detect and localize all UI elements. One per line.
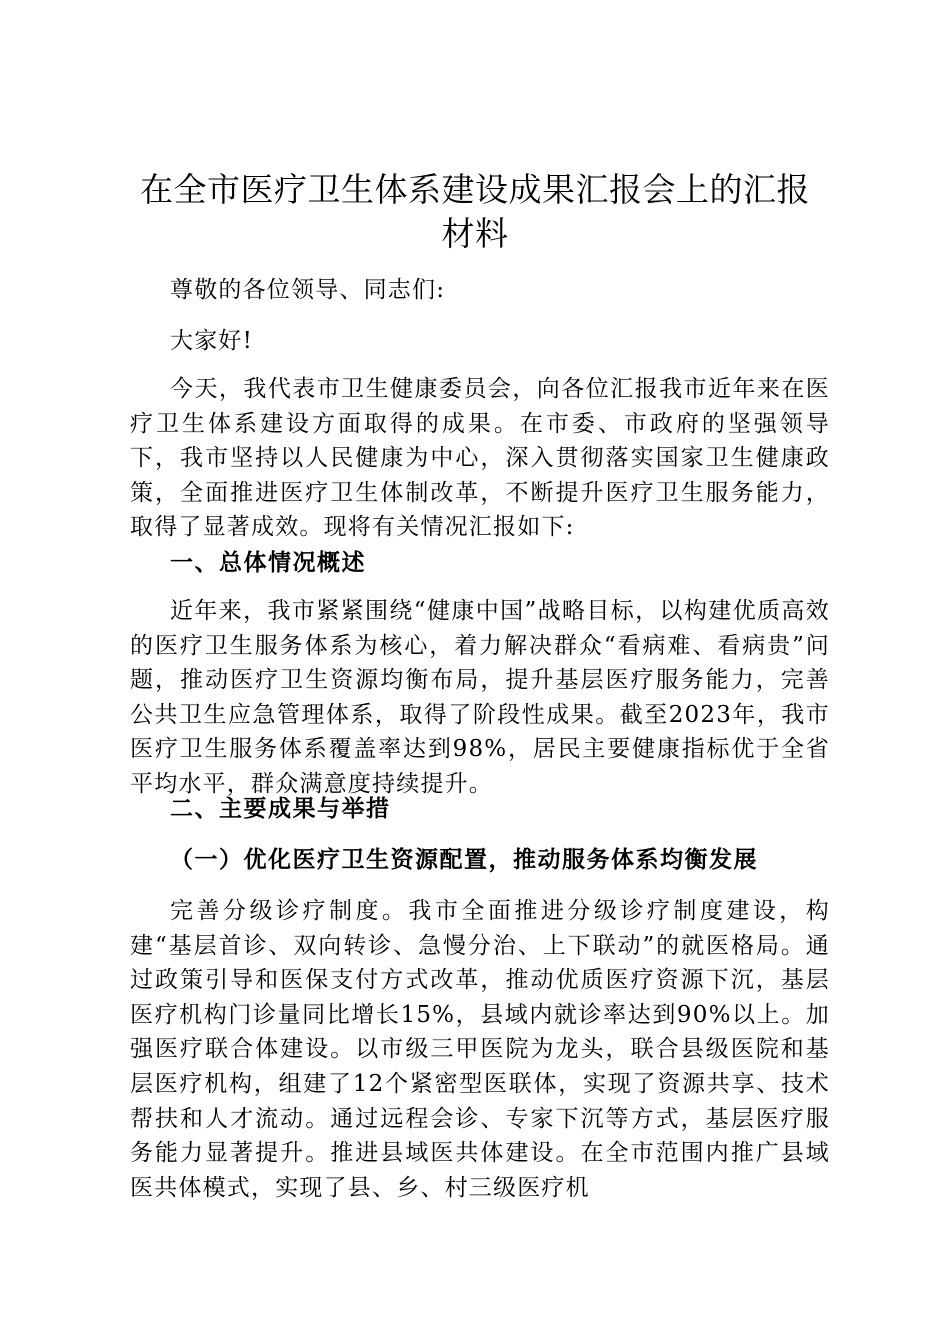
- document-title: [120, 168, 830, 256]
- section-1-heading: 一、总体情况概述: [170, 549, 366, 576]
- greeting: 大家好!: [170, 328, 254, 354]
- subsection-1-paragraph: 完善分级诊疗制度。我市全面推进分级诊疗制度建设，构建“基层首诊、双向转诊、急慢分治、上下联动”的就医格局。通过政策引导和医保支付方式改革，推动优质医疗资源下沉，基层医疗机构门诊量同比增长15%，县域内就诊率达到90%以上。加强医疗联合体建设。以市级三甲医院为龙头，联合县级医院和基层医疗机构，组建了12个紧密型医联体，实现了资源共享、技术帮扶和人才流动。通过远程会诊、专家下沉等方式，基层医疗服务能力显著提升。推进县域医共体建设。在全市范围内推广县域医共体模式，实现了县、乡、村三级医疗机: [130, 898, 830, 1201]
- title-line-2: 材料: [441, 214, 509, 253]
- section-1-paragraph: 近年来，我市紧紧围绕“健康中国”战略目标，以构建优质高效的医疗卫生服务体系为核心，着力解决群众“看病难、看病贵”问题，推动医疗卫生资源均衡布局，提升基层医疗服务能力，完善公共卫生应急管理体系，取得了阶段性成果。截至2023年，我市医疗卫生服务体系覆盖率达到98%，居民主要健康指标优于全省平均水平，群众满意度持续提升。: [130, 598, 830, 797]
- section-2-heading: 二、主要成果与举措: [170, 795, 391, 822]
- salutation: 尊敬的各位领导、同志们:: [170, 277, 446, 303]
- subsection-1-heading: （一）优化医疗卫生资源配置，推动服务体系均衡发展: [170, 846, 758, 873]
- title-line-1: 在全市医疗卫生体系建设成果汇报会上的汇报: [140, 170, 810, 209]
- intro-paragraph: 今天，我代表市卫生健康委员会，向各位汇报我市近年来在医疗卫生体系建设方面取得的成果。在市委、市政府的坚强领导下，我市坚持以人民健康为中心，深入贯彻落实国家卫生健康政策，全面推进医疗卫生体制改革，不断提升医疗卫生服务能力，取得了显著成效。现将有关情况汇报如下:: [130, 376, 830, 541]
